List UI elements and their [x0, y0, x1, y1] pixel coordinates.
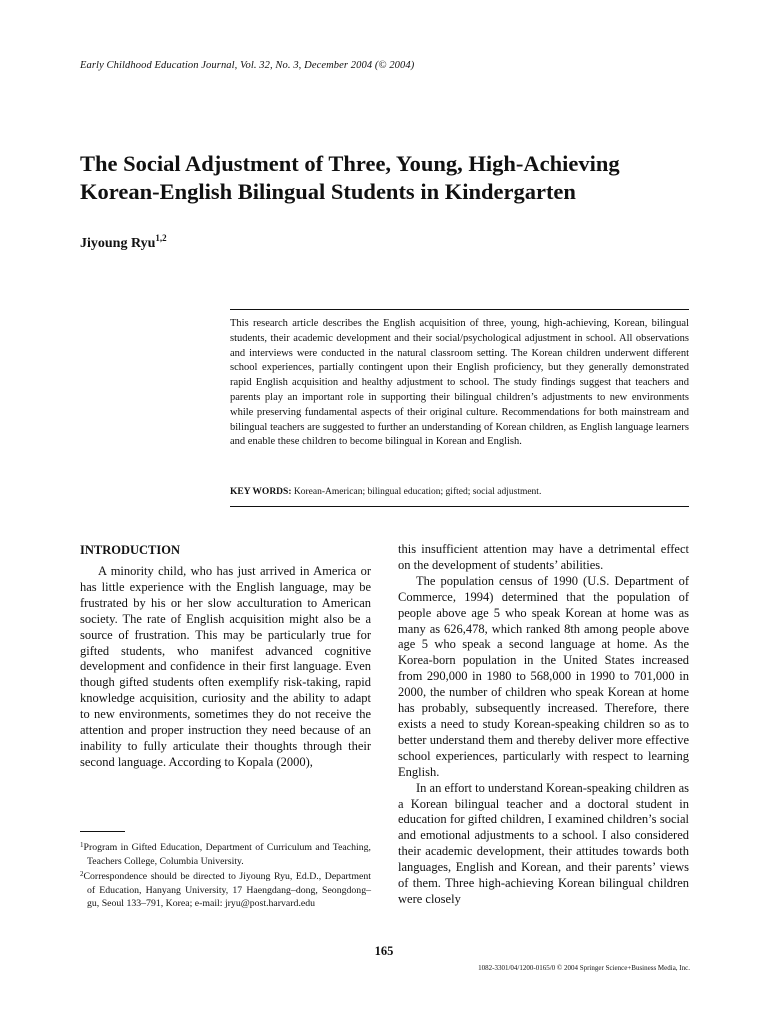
intro-paragraph-1-continued: this insufficient attention may have a detrimental effect on the development of students’ abilities. — [398, 542, 689, 572]
intro-paragraph-3: In an effort to understand Korean-speaking children as a Korean bilingual teacher and a doctoral student in education for gifted children, I examined children’s social and emotional adjustments to a school. I also considered their academic development, their attitudes towards both languages, English and Korean, and their parents’ views of them. Three high-achieving Korean bilingual children were closely — [398, 780, 689, 906]
footnote-2 — [80, 868, 371, 911]
footnote-1-text: Program in Gifted Education, Department of Curriculum and Teaching, Teachers College, Columbia University. — [83, 842, 371, 867]
title-line-1: The Social Adjustment of Three, Young, High-Achieving — [80, 151, 620, 176]
journal-header: Early Childhood Education Journal, Vol. 32, No. 3, December 2004 (© 2004) — [80, 60, 415, 71]
copyright-line: 1082-3301/04/1200-0165/0 © 2004 Springer Science+Business Media, Inc. — [478, 964, 690, 972]
section-heading-introduction: INTRODUCTION — [80, 543, 181, 557]
footnote-rule — [80, 831, 125, 832]
keywords — [230, 487, 689, 497]
author-name: Jiyoung Ryu — [80, 236, 156, 251]
footnote-2-mark: 2 — [80, 870, 84, 879]
footnote-1 — [80, 839, 371, 868]
footnote-1-mark: 1 — [80, 841, 84, 849]
author-byline — [80, 233, 167, 252]
footnotes — [80, 839, 371, 911]
intro-paragraph-1: A minority child, who has just arrived in America or has little experience with the English language, may be frustrated by his or her slow acculturation to American society. The rate of English acquisition might also be a source of frustration. This may be particularly true for gifted students, who manifest advanced cognitive development and confidence in their first language. Even though gifted students often exemplify risk-taking, rapid knowledge acquisition, curiosity and the ability to adapt to new environments, sometimes they do not receive the attention and proper instruction they need because of an inability to fully articulate their thoughts through their second language. According to Kopala (2000), — [80, 564, 371, 769]
footnote-2-text: Correspondence should be directed to Jiyoung Ryu, Ed.D., Department of Education, Hanyang University, 17 Haengdang–dong, Seongdong–gu, Seoul 133–791, Korea; e-mail: jryu@post.harvard.edu — [83, 871, 371, 910]
page-number: 165 — [374, 944, 394, 958]
title-line-2: Korean-English Bilingual Students in Kindergarten — [80, 179, 576, 204]
intro-paragraph-2: The population census of 1990 (U.S. Department of Commerce, 1994) determined that the population of people above age 5 who speak Korean at home was as many as 626,478, which ranked 8th among people above age 5 who speak a second language at home. As the Korea-born population in the United States increased from 290,000 in 1980 to 568,000 in 1990 to 701,000 in 2000, the number of children who speak Korean at home has probably, subsequently increased. Therefore, there exists a need to study Korean-speaking children so as to better understand them and thereby deliver more effective school experiences, particularly with respect to learning English. — [398, 573, 689, 779]
keywords-label: KEY WORDS: — [230, 487, 292, 497]
abstract: This research article describes the English acquisition of three, young, high-achieving, Korean, bilingual students, their academic development and their social/psychological adjustment in school. All observations and interviews were conducted in the natural classroom setting. The Korean children underwent different school experiences, partially contingent upon their English proficiency, but they generally demonstrated rapid English acquisition and healthy adjustment to school. The study findings suggest that teachers and parents play an important role in supporting their bilingual children’s adjustments to new environments while preserving fundamental aspects of their original culture. Recommendations for both mainstream and bilingual teachers are suggested to further an understanding of Korean children, as English language learners and enable these children to become bilingual in Korean and English. — [230, 318, 689, 448]
author-affiliation-marks: 1,2 — [155, 233, 167, 243]
left-column — [80, 542, 371, 771]
right-column — [398, 542, 689, 908]
keywords-text: Korean-American; bilingual education; gifted; social adjustment. — [291, 487, 542, 497]
abstract-top-rule — [230, 309, 689, 310]
abstract-bottom-rule — [230, 506, 689, 507]
article-title — [80, 150, 700, 206]
